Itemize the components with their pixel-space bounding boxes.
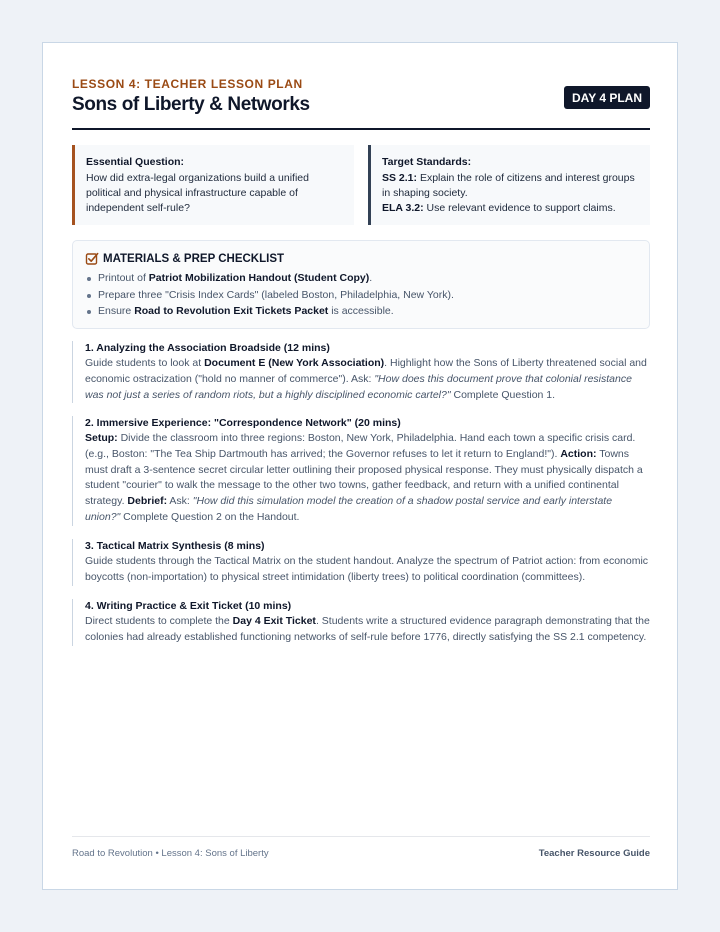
standard-code: ELA 3.2: [382, 202, 424, 214]
step-text: Complete Question 2 on the Handout. [120, 510, 300, 523]
lesson-step-1 [72, 341, 650, 403]
checklist-text: . [369, 272, 373, 284]
step-body [85, 614, 650, 646]
checklist-items [85, 270, 637, 320]
checklist-item [85, 287, 637, 304]
lesson-step-2 [72, 416, 650, 526]
step-body: Guide students through the Tactical Matrix on the student handout. Analyze the spectrum of Patriot action: from economic boycotts (non-importation) to physical street intimidation (liberty trees) to political coordination (committees). [85, 555, 649, 583]
page-title: Sons of Liberty & Networks [72, 94, 310, 115]
standard-text: Use relevant evidence to support claims. [423, 202, 616, 214]
target-standards-label: Target Standards: [382, 156, 472, 168]
step-text: . Highlight how the Sons of Liberty threatened social and economic ostracization ("hold no manner of commerce"). Ask: [85, 357, 647, 385]
checklist-title: MATERIALS & PREP CHECKLIST [103, 253, 285, 265]
essential-question-label: Essential Question: [86, 156, 185, 168]
checklist-text: Ensure [98, 305, 135, 317]
standard-item [382, 201, 638, 216]
checklist-item [85, 303, 637, 320]
lesson-eyebrow: LESSON 4: TEACHER LESSON PLAN [72, 77, 303, 91]
footer-course-info: Road to Revolution • Lesson 4: Sons of Liberty [72, 848, 269, 859]
step-text: Towns must draft a 3-sentence secret circular letter outlining their proposed physical response. They must physically dispatch a student "courier" to walk the message to the other two towns, gather feedback, and return with a unified continental strategy. [85, 447, 643, 508]
debrief-label: Debrief: [127, 495, 168, 508]
essential-question-text: How did extra-legal organizations build a unified political and physical infrastructure capable of independent self-rule? [86, 172, 309, 214]
checkbox-check-icon [85, 252, 99, 266]
page-footer [72, 836, 650, 859]
step-title: 4. Writing Practice & Exit Ticket (10 mins) [85, 600, 292, 612]
materials-checklist [72, 240, 650, 329]
step-text: . Students write a structured evidence paragraph demonstrating that the colonies had already established functioning networks of self-rule before 1776, directly satisfying the SS 2.1 competency. [85, 615, 650, 643]
standard-text: Explain the role of citizens and interest groups in shaping society. [382, 172, 635, 199]
day-badge: DAY 4 PLAN [564, 86, 650, 109]
exit-ticket-reference: Day 4 Exit Ticket [232, 615, 316, 627]
checklist-text: Printout of [98, 272, 149, 284]
document-reference: Document E (New York Association) [204, 357, 385, 369]
lesson-step-3 [72, 539, 650, 586]
target-standards-box [368, 145, 650, 225]
standard-code: SS 2.1: [382, 172, 418, 184]
step-text: Divide the classroom into three regions: Boston, New York, Philadelphia. Hand each town a specific crisis card. (e.g., Boston: "The Tea Ship Dartmouth has arrived; the Governor refuses to let it return to England!"). [85, 432, 636, 460]
step-title: 2. Immersive Experience: "Correspondence Network" (20 mins) [85, 417, 401, 429]
checklist-bold: Patriot Mobilization Handout (Student Copy) [148, 272, 370, 284]
checklist-item [85, 270, 637, 287]
lesson-plan-page [42, 42, 678, 890]
checklist-heading [85, 251, 637, 267]
standard-item [382, 171, 638, 201]
step-title: 1. Analyzing the Association Broadside (12 mins) [85, 342, 330, 354]
step-text: Ask: [167, 495, 193, 508]
checklist-text: is accessible. [328, 305, 394, 317]
checklist-bold: Road to Revolution Exit Tickets Packet [134, 305, 329, 317]
step-body [85, 431, 650, 526]
discussion-question: "How did this simulation model the creation of a shadow postal service and early interstate union?" [85, 495, 613, 523]
header-divider [72, 128, 650, 130]
step-text: Direct students to complete the [85, 615, 233, 627]
footer-guide-label: Teacher Resource Guide [538, 848, 650, 859]
action-label: Action: [560, 447, 597, 460]
step-text: Guide students to look at [85, 357, 205, 369]
step-title: 3. Tactical Matrix Synthesis (8 mins) [85, 540, 265, 552]
step-body [85, 356, 650, 403]
checklist-text: Prepare three "Crisis Index Cards" (labeled Boston, Philadelphia, New York). [98, 288, 454, 301]
step-text: Complete Question 1. [450, 388, 556, 401]
essential-question-box [72, 145, 354, 225]
discussion-question: "How does this document prove that colonial resistance was not just a series of random riots, but a highly disciplined economic cartel?" [85, 372, 632, 401]
setup-label: Setup: [85, 432, 118, 444]
lesson-step-4 [72, 599, 650, 646]
page-content [72, 43, 650, 889]
